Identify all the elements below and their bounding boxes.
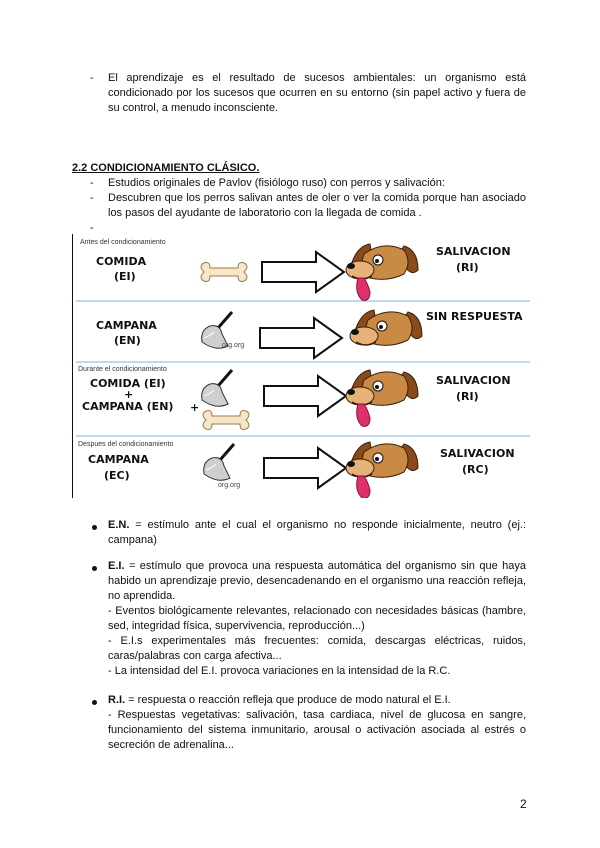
bell-watermark: org.org — [218, 482, 241, 489]
term-en: E.N. — [108, 519, 130, 531]
stimulus-campana-en: CAMPANA (EN) — [82, 400, 174, 413]
bone-icon — [203, 411, 249, 430]
tongue-icon — [357, 476, 370, 498]
ei-sub-2: - E.I.s experimentales más frecuentes: comida, descargas eléctricas, ruidos, caras/palabras con carga afectiva... — [108, 635, 526, 662]
response-salivacion: SALIVACION — [440, 447, 515, 460]
empty-dash: - — [90, 222, 94, 234]
stimulus-code: (EI) — [114, 270, 136, 283]
term-ri: R.I. — [108, 694, 126, 706]
bullet — [92, 700, 97, 705]
list-dash: - — [90, 72, 94, 84]
response-code: (RI) — [456, 390, 479, 403]
arrow-icon — [260, 318, 342, 358]
definition-ei-text: = estímulo que provoca una respuesta automática del organismo sin que haya habido un aprendizaje previo, desencadenando en el organismo una reacción refleja, no aprendida. — [108, 560, 526, 602]
response-sin-respuesta: SIN RESPUESTA — [426, 310, 523, 323]
stimulus-campana: CAMPANA — [96, 319, 157, 332]
label-antes: Antes del condicionamiento — [80, 239, 166, 246]
pavlov-item: Estudios originales de Pavlov (fisiólogo ruso) con perros y salivación: — [108, 177, 445, 189]
term-ei: E.I. — [108, 560, 125, 572]
bell-icon — [204, 444, 234, 480]
response-salivacion: SALIVACION — [436, 245, 511, 258]
definition-ri — [108, 693, 526, 708]
label-durante: Durante el condicionamiento — [78, 366, 167, 373]
arrow-icon — [264, 448, 346, 488]
bullet — [92, 525, 97, 530]
stimulus-code: (EN) — [114, 334, 141, 347]
section-heading: 2.2 CONDICIONAMIENTO CLÁSICO. — [72, 162, 260, 174]
plus-sign: + — [124, 388, 134, 401]
list-dash: - — [90, 177, 94, 189]
definition-en — [108, 518, 526, 548]
tongue-icon — [357, 404, 370, 426]
bell-watermark: org.org — [222, 342, 245, 349]
dog-icon — [346, 244, 418, 279]
dog-icon — [346, 442, 418, 477]
definition-ei — [108, 559, 526, 604]
arrow-icon — [262, 252, 344, 292]
list-dash: - — [90, 192, 94, 204]
stimulus-campana: CAMPANA — [88, 453, 149, 466]
ei-sub-3: - La intensidad del E.I. provoca variaciones en la intensidad de la R.C. — [108, 665, 451, 677]
definition-en-text: = estímulo ante el cual el organismo no responde inicialmente, neutro (ej.: campana) — [108, 519, 526, 546]
response-salivacion: SALIVACION — [436, 374, 511, 387]
dog-icon — [346, 370, 418, 405]
response-code: (RC) — [462, 463, 489, 476]
tongue-icon — [357, 278, 370, 300]
page-number: 2 — [520, 797, 527, 811]
bullet — [92, 566, 97, 571]
stimulus-code: (EC) — [104, 469, 130, 482]
ei-sub-1: - Eventos biológicamente relevantes, relacionado con necesidades básicas (hambre, sed, integridad física, supervivencia, reproducción...) — [108, 605, 526, 632]
plus-sign: + — [190, 401, 200, 414]
conditioning-figure — [72, 234, 530, 498]
stimulus-comida-ei: COMIDA (EI) — [90, 377, 166, 390]
definition-ri-text: = respuesta o reacción refleja que produce de modo natural el E.I. — [125, 694, 451, 706]
bell-icon — [202, 370, 232, 406]
bone-icon — [201, 263, 247, 282]
stimulus-comida: COMIDA — [96, 255, 147, 268]
salivation-item: Descubren que los perros salivan antes de oler o ver la comida porque han asociado los pasos del ayudante de laboratorio con la llegada de comida . — [108, 192, 526, 219]
dog-icon — [350, 310, 422, 345]
intro-paragraph: El aprendizaje es el resultado de sucesos ambientales: un organismo está condicionado por los sucesos que ocurren en su entorno (sin papel activo y fuera de su control, a menudo inconsciente. — [108, 72, 526, 114]
ri-sub-1: - Respuestas vegetativas: salivación, tasa cardiaca, nivel de glucosa en sangre, funcionamiento del sistema inmunitario, arousal o activación asociada al estrés o secreción de adrenalina... — [108, 709, 526, 751]
label-despues: Despues del condicionamiento — [78, 441, 174, 448]
response-code: (RI) — [456, 261, 479, 274]
arrow-icon — [264, 376, 346, 416]
